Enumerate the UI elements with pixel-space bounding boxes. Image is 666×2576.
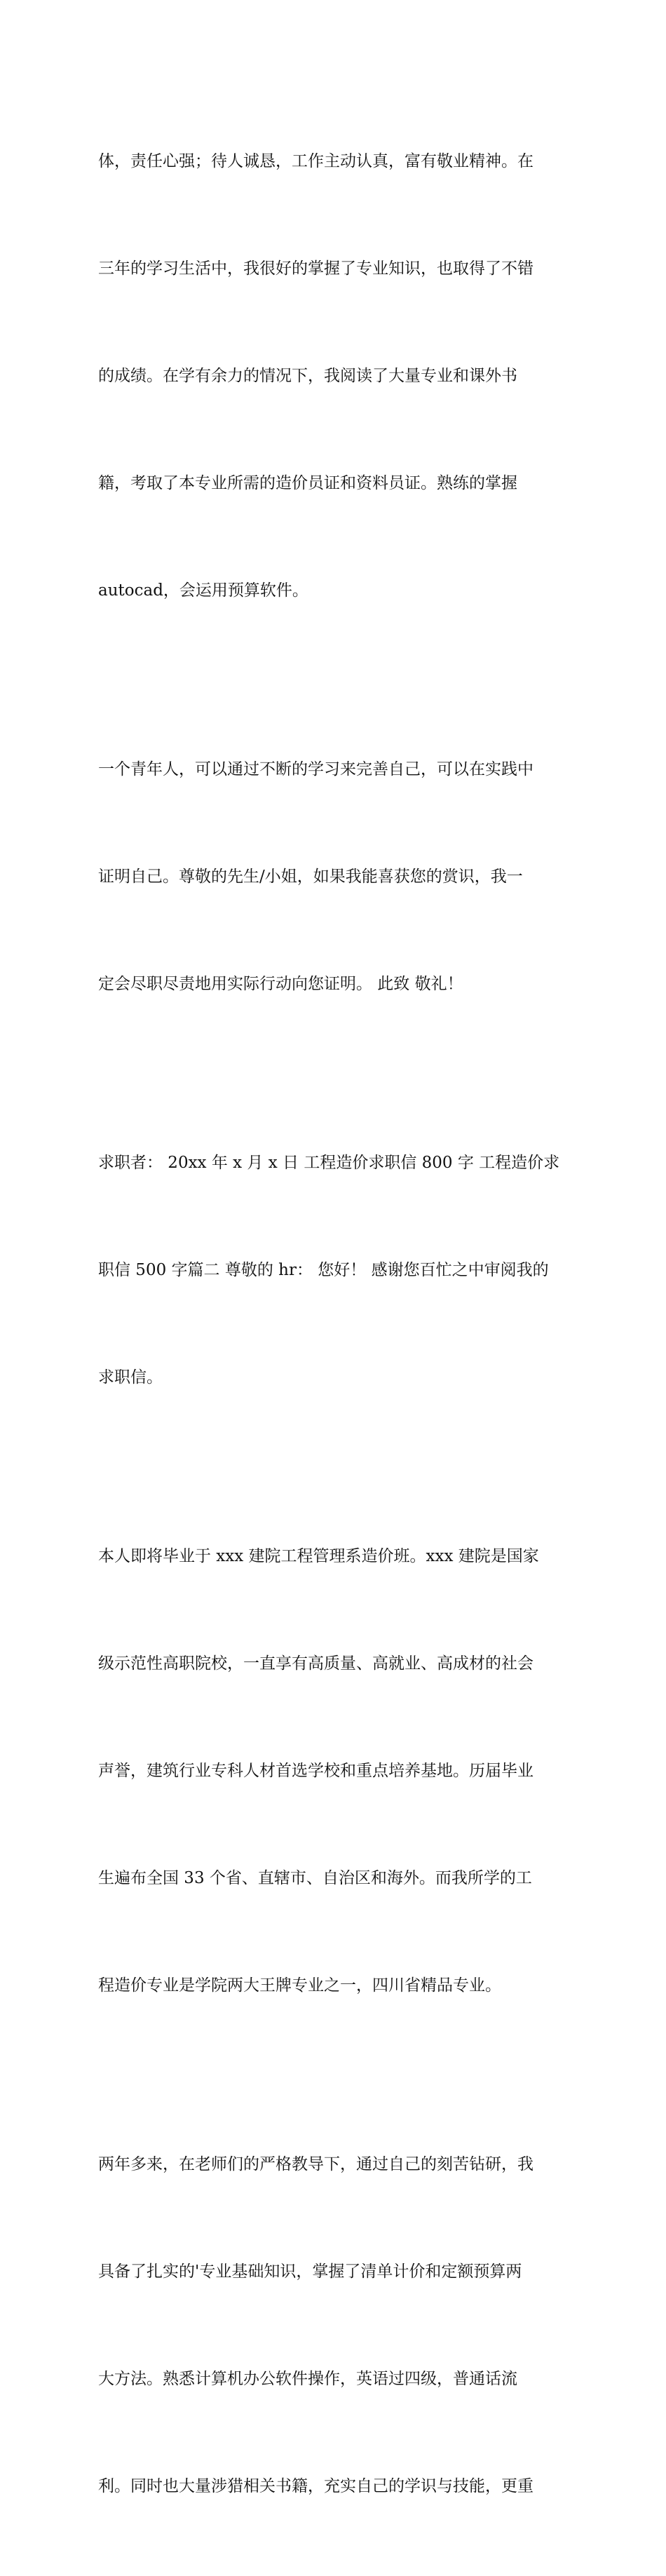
text-line: 体，责任心强；待人诚恳，工作主动认真，富有敬业精神。在	[98, 152, 534, 170]
text-line: 级示范性高职院校，一直享有高质量、高就业、高成材的社会	[98, 1654, 534, 1673]
text-line: 一个青年人，可以通过不断的学习来完善自己，可以在实践中	[98, 760, 534, 778]
text-line: 籍，考取了本专业所需的造价员证和资料员证。熟练的掌握	[98, 474, 517, 492]
text-line: 程造价专业是学院两大王牌专业之一，四川省精品专业。	[98, 1976, 501, 1995]
paragraph-2	[98, 680, 571, 1074]
text-line: 大方法。熟悉计算机办公软件操作，英语过四级，普通话流	[98, 2370, 517, 2388]
text-line: 证明自己。尊敬的先生/小姐，如果我能喜获您的赏识，我一	[98, 868, 523, 886]
text-line: 两年多来，在老师们的严格教导下，通过自己的刻苦钻研，我	[98, 2155, 534, 2173]
text-line: 的成绩。在学有余力的情况下，我阅读了大量专业和课外书	[98, 367, 517, 385]
text-line: 三年的学习生活中，我很好的掌握了专业知识，也取得了不错	[98, 259, 534, 278]
text-line: 求职信。	[98, 1368, 163, 1387]
text-line: 定会尽职尽责地用实际行动向您证明。 此致 敬礼！	[98, 975, 463, 993]
text-line: 具备了扎实的'专业基础知识，掌握了清单计价和定额预算两	[98, 2263, 522, 2281]
paragraph-3	[98, 1074, 571, 1467]
text-line: 声誉，建筑行业专科人材首选学校和重点培养基地。历届毕业	[98, 1762, 534, 1780]
paragraph-4	[98, 1467, 571, 2075]
text-line: 生遍布全国 33 个省、直辖市、自治区和海外。而我所学的工	[98, 1869, 532, 1887]
text-line: autocad，会运用预算软件。	[98, 581, 308, 600]
document-body	[98, 72, 571, 2576]
paragraph-1	[98, 72, 571, 680]
text-line: 本人即将毕业于 xxx 建院工程管理系造价班。xxx 建院是国家	[98, 1547, 539, 1565]
text-line: 利。同时也大量涉猎相关书籍，充实自己的学识与技能，更重	[98, 2477, 534, 2495]
paragraph-5	[98, 2075, 571, 2576]
text-line: 求职者： 20xx 年 x 月 x 日 工程造价求职信 800 字 工程造价求	[98, 1154, 560, 1172]
text-line: 职信 500 字篇二 尊敬的 hr： 您好！ 感谢您百忙之中审阅我的	[98, 1261, 549, 1279]
